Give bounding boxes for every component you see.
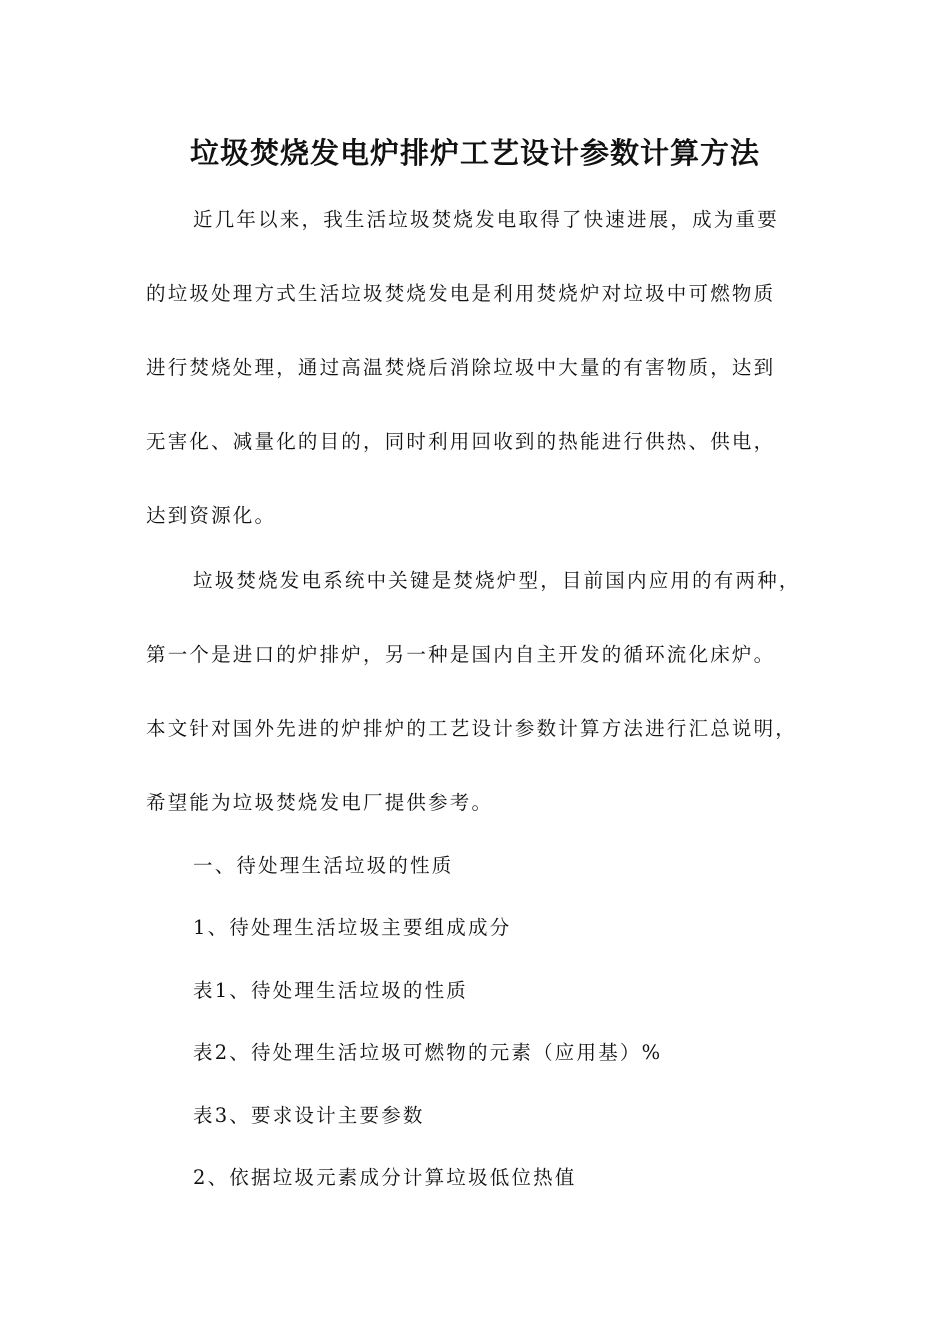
document-title: 垃圾焚烧发电炉排炉工艺设计参数计算方法 [189,136,760,170]
table-caption: 表2、待处理生活垃圾可燃物的元素（应用基）% [193,1041,663,1064]
paragraph-line: 的垃圾处理方式生活垃圾焚烧发电是利用焚烧炉对垃圾中可燃物质 [146,282,776,305]
paragraph-line: 进行焚烧处理，通过高温焚烧后消除垃圾中大量的有害物质，达到 [146,356,776,379]
paragraph-line: 近几年以来，我生活垃圾焚烧发电取得了快速进展，成为重要 [193,208,779,231]
section-heading: 一、待处理生活垃圾的性质 [193,854,454,877]
table-caption: 表1、待处理生活垃圾的性质 [193,979,469,1002]
paragraph-line: 达到资源化。 [146,504,277,527]
paragraph-line: 垃圾焚烧发电系统中关键是焚烧炉型，目前国内应用的有两种， [193,569,801,592]
table-caption: 表3、要求设计主要参数 [193,1104,425,1127]
subsection-heading: 2、依据垃圾元素成分计算垃圾低位热值 [193,1166,577,1189]
paragraph-line: 无害化、减量化的目的，同时利用回收到的热能进行供热、供电， [146,430,776,453]
subsection-heading: 1、待处理生活垃圾主要组成成分 [193,916,512,939]
paragraph-line: 本文针对国外先进的炉排炉的工艺设计参数计算方法进行汇总说明， [146,717,798,740]
paragraph-line: 希望能为垃圾焚烧发电厂提供参考。 [146,791,494,814]
paragraph-line: 第一个是进口的炉排炉，另一种是国内自主开发的循环流化床炉。 [146,643,776,666]
